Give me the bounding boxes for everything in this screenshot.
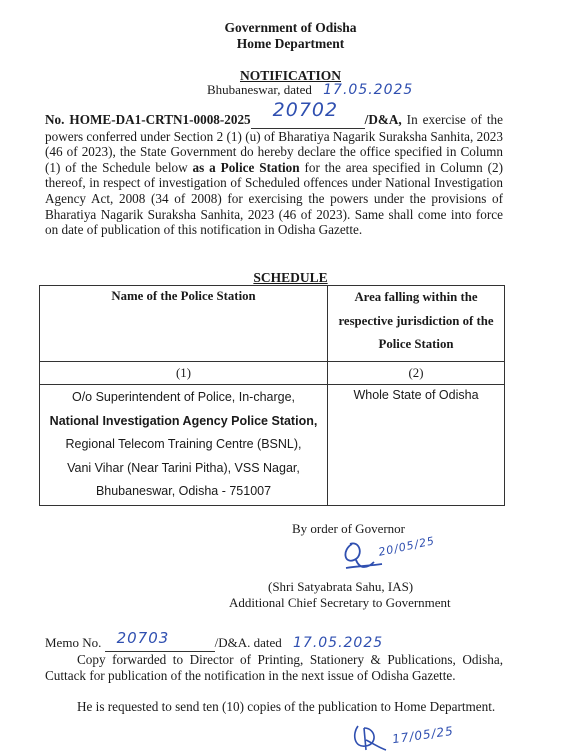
police-station-cell — [40, 385, 328, 506]
by-order-line: By order of Governor — [292, 521, 405, 536]
police-station-line: National Investigation Agency Police Station, — [49, 413, 318, 428]
signature-date: 20/05/25 — [377, 534, 437, 559]
handwritten-date: 17.05.2025 — [323, 82, 414, 98]
memo-suffix: /D&A. dated — [214, 635, 282, 650]
body-rest: for the area specified in Column (2) thereof, in respect of investigation of Scheduled offences under National Investigation Agency Act, 2008 (34 of 2008) for exercising the powers under the provisions of Bharatiya Nagarik Suraksha Sanhita, 2023 (46 of 2023). Same shall come into force on date of publication of this notification in Odisha Gazette. — [45, 159, 504, 238]
schedule-table — [39, 285, 505, 506]
footer-handwritten-date: 17/05/25 — [391, 723, 455, 747]
memo-number-field — [105, 629, 215, 652]
memo-prefix: Memo No. — [45, 635, 102, 650]
police-station-line: O/o Superintendent of Police, In-charge, — [71, 390, 296, 404]
table-row — [40, 385, 505, 506]
place-date-line — [207, 82, 413, 98]
notification-number-field — [251, 99, 365, 129]
memo-paragraph-2: He is requested to send ten (10) copies of the publication to Home Department. — [77, 699, 496, 714]
signature-scribble-icon — [338, 530, 468, 582]
col1-number: (1) — [40, 362, 328, 385]
body-intro: In exercise of the powers conferred under Section 2 (1) (u) of Bharatiya Nagarik Suraksha Sanhita, 2023 (46 of 2023), the State Government do hereby declare the office specified in Column (1) of the Schedule below — [45, 112, 503, 175]
handwritten-memo-date: 17.05.2025 — [293, 635, 384, 651]
signatory-name: (Shri Satyabrata Sahu, IAS) — [268, 579, 414, 594]
col2-header — [328, 286, 505, 362]
col2-header-line: respective jurisdiction of the — [338, 313, 494, 328]
footer-signature-icon — [350, 720, 390, 754]
place-date-prefix: Bhubaneswar, dated — [207, 82, 312, 97]
memo-line — [45, 629, 384, 652]
col2-header-line: Police Station — [378, 337, 454, 351]
col1-header: Name of the Police Station — [40, 286, 328, 362]
police-station-line: Vani Vihar (Near Tarini Pitha), VSS Nagar, — [67, 460, 300, 475]
police-station-line: Regional Telecom Training Centre (BSNL), — [65, 437, 302, 451]
notification-number-suffix: /D&A, — [364, 112, 402, 127]
col2-number: (2) — [328, 362, 505, 385]
table-number-row — [40, 362, 505, 385]
notification-body — [45, 99, 504, 238]
body-bold: as a Police Station — [192, 159, 300, 175]
government-title: Government of Odisha — [224, 20, 357, 35]
jurisdiction-cell: Whole State of Odisha — [328, 385, 505, 506]
col2-header-line: Area falling within the — [354, 290, 478, 304]
handwritten-notification-number: 20702 — [272, 99, 339, 121]
memo-paragraph-1: Copy forwarded to Director of Printing, Stationery & Publications, Odisha, Cuttack for publication of the notification in the next issue of Odisha Gazette. — [45, 652, 503, 683]
handwritten-memo-number: 20703 — [116, 629, 170, 647]
schedule-heading: SCHEDULE — [253, 270, 328, 285]
notification-number-prefix: No. HOME-DA1-CRTN1-0008-2025 — [45, 112, 251, 127]
police-station-line: Bhubaneswar, Odisha - 751007 — [95, 484, 272, 498]
signatory-designation: Additional Chief Secretary to Government — [229, 595, 451, 610]
table-header-row — [40, 286, 505, 362]
notification-heading: NOTIFICATION — [239, 68, 341, 83]
department-title: Home Department — [236, 36, 345, 51]
